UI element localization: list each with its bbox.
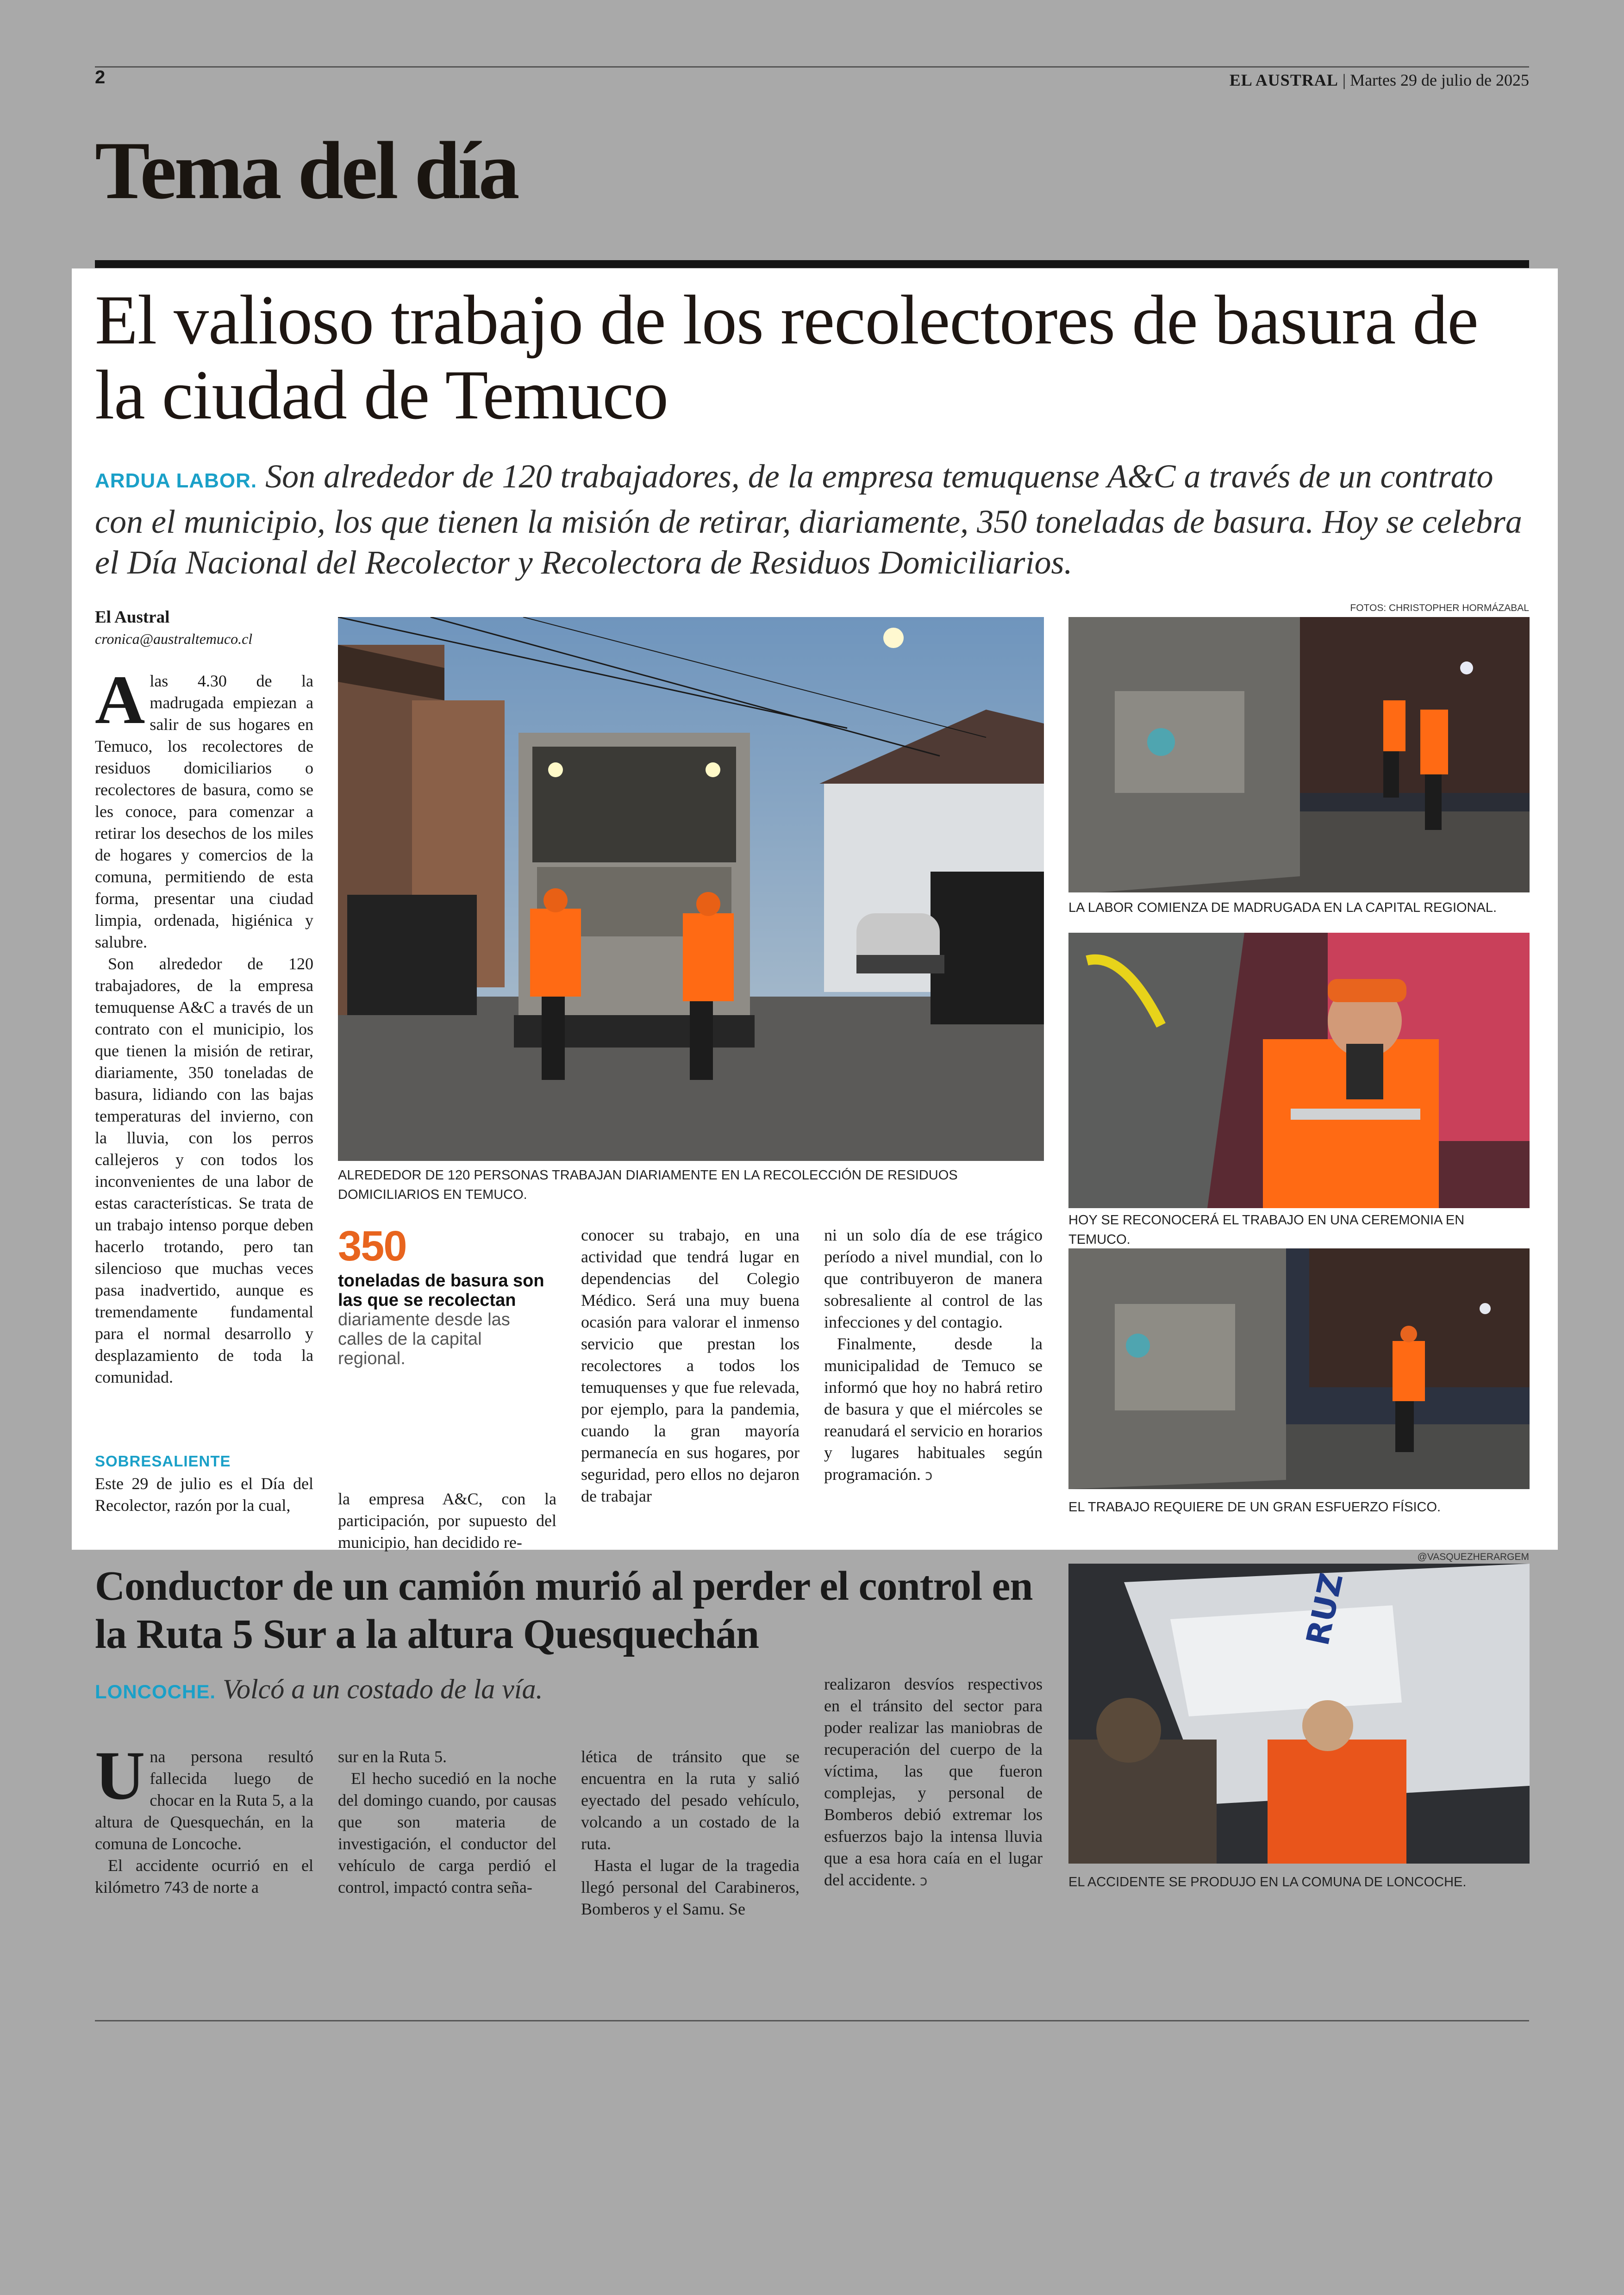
paragraph: Este 29 de julio es el Día del Recolector, razón por la cual,: [95, 1474, 313, 1515]
stat-text: [338, 1271, 546, 1368]
paragraph: El hecho sucedió en la noche del domingo cuando, por causas que son materia de investigación, el conductor del vehículo de carga perdió el control, impactó contra seña-: [338, 1769, 556, 1896]
story2-column-2: [338, 1746, 556, 1898]
paragraph: realizaron desvíos respectivos en el tránsito del sector para poder realizar las maniobras de recuperación del cuerpo de la víctima, las que fueron complejas, y personal de Bomberos debió extremar los esfuerzos bajo la intensa lluvia que a esa hora caía en el lugar del accidente.: [824, 1675, 1043, 1889]
byline-email[interactable]: cronica@australtemuco.cl: [95, 630, 253, 647]
article-column-2: [338, 1488, 556, 1553]
photo-credit: FOTOS: CHRISTOPHER HORMÁZABAL: [1350, 603, 1529, 613]
garbage-truck-illustration: [338, 617, 1044, 1161]
masthead: EL AUSTRAL | Martes 29 de julio de 2025: [1229, 71, 1529, 89]
section-title: Tema del día: [95, 125, 518, 216]
top-rule: [95, 66, 1529, 68]
worker-portrait-illustration: [1068, 933, 1530, 1208]
right-photo-2: [1068, 933, 1530, 1208]
article-column-3: [581, 1224, 800, 1507]
paragraph: conocer su trabajo, en una actividad que tendrá lugar en dependencias del Colegio Médico. Será una muy buena ocasión para valorar el inmenso servicio que prestan los recolectores a todos los temuquenses y que fue relevada, por ejemplo, para la pandemia, cuando la gran mayoría permanecía en sus hogares, por seguridad, pero ellos no dejaron de trabajar: [581, 1226, 800, 1505]
article-column-4: [824, 1224, 1043, 1486]
story2-photo: [1068, 1564, 1530, 1864]
story2-column-1: [95, 1737, 313, 1898]
section-divider: [95, 260, 1529, 268]
story2-column-3: [581, 1746, 800, 1920]
newspaper-name: EL AUSTRAL: [1229, 71, 1338, 89]
right-photo-3-caption: EL TRABAJO REQUIERE DE UN GRAN ESFUERZO FÍSICO.: [1068, 1500, 1441, 1515]
byline: El Austral: [95, 608, 170, 627]
truck-logo-text: RUZ: [1299, 1570, 1351, 1649]
worker-running-illustration: [1068, 1248, 1530, 1489]
page-number: 2: [95, 67, 106, 87]
stat-number: 350: [338, 1222, 406, 1270]
right-photo-1-caption: LA LABOR COMIENZA DE MADRUGADA EN LA CAPITAL REGIONAL.: [1068, 900, 1497, 915]
main-photo-caption: ALREDEDOR DE 120 PERSONAS TRABAJAN DIARIAMENTE EN LA RECOLECCIÓN DE RESIDUOS DOMICILIARIOS EN TEMUCO.: [338, 1168, 958, 1202]
right-photo-3: [1068, 1248, 1530, 1489]
drop-cap: U: [95, 1737, 145, 1814]
story2-column-4: [824, 1673, 1043, 1892]
paragraph: lética de tránsito que se encuentra en la ruta y salió eyectado del pesado vehículo, volcando a un costado de la ruta.: [581, 1747, 800, 1853]
story2-photo-credit: @VASQUEZHERARGEM: [1417, 1552, 1529, 1562]
stat-light: diariamente desde las calles de la capital regional.: [338, 1310, 510, 1368]
paragraph: las 4.30 de la madrugada empiezan a salir de sus hogares en Temuco, los recolectores de residuos domiciliarios o recolectores de basura, como se les conoce, para comenzar a retirar los desechos de los miles de hogares y comercios de la comuna, permitiendo de esta forma, presentar una ciudad limpia, ordenada, higiénica y salubre.: [95, 672, 313, 951]
drop-cap: A: [95, 661, 145, 738]
deck-text: Son alrededor de 120 trabajadores, de la empresa temuquense A&C a través de un contrato con el municipio, los que tienen la misión de retirar, diariamente, 350 toneladas de basura. Hoy se celebra el Día Nacional del Recolector y Recolectora de Residuos Domiciliarios.: [95, 458, 1522, 581]
story2-headline: Conductor de un camión murió al perder el control en la Ruta 5 Sur a la altura Quesquechán: [95, 1563, 1033, 1657]
story2-kicker: LONCOCHE.: [95, 1681, 216, 1703]
right-photo-2-caption: HOY SE RECONOCERÁ EL TRABAJO EN UNA CEREMONIA EN TEMUCO.: [1068, 1213, 1465, 1247]
subhead: SOBRESALIENTE: [95, 1453, 231, 1470]
night-collection-illustration: [1068, 617, 1530, 892]
end-mark-icon: ↄ: [924, 1467, 933, 1484]
article-column-1-continued: [95, 1473, 313, 1516]
paragraph: sur en la Ruta 5.: [338, 1747, 447, 1766]
story2-deck: [95, 1673, 543, 1705]
story-headline: El valioso trabajo de los recolectores de basura de la ciudad de Temuco: [95, 281, 1478, 434]
paragraph: Son alrededor de 120 trabajadores, de la empresa temuquense A&C a través de un contrato con el municipio, los que tienen la misión de retirar, diariamente, 350 toneladas de basura, lidiando con las bajas temperaturas del invierno, con la lluvia, con los perros callejeros y con todos los inconvenientes de una labor de estas características. Se trata de un trabajo intenso porque deben hacerlo trotando, pero tan silencioso que muchas veces pasa inadvertido, aunque es tremendamente fundamental para el normal desarrollo y desplazamiento de toda la comunidad.: [95, 954, 313, 1386]
paragraph: na persona resultó fallecida luego de chocar en la Ruta 5, a la altura de Quesquechán, en la comuna de Loncoche.: [95, 1747, 313, 1853]
paragraph: la empresa A&C, con la participación, por supuesto del municipio, han decidido re-: [338, 1490, 556, 1552]
paragraph: Hasta el lugar de la tragedia llegó personal del Carabineros, Bomberos y el Samu. Se: [581, 1856, 800, 1918]
article-column-1: [95, 661, 313, 1388]
right-photo-1: [1068, 617, 1530, 892]
end-mark-icon: ↄ: [919, 1873, 928, 1889]
overturned-truck-illustration: [1068, 1564, 1530, 1864]
bottom-rule: [95, 2020, 1529, 2021]
main-photo: [338, 617, 1044, 1161]
paragraph: ni un solo día de ese trágico período a nivel mundial, con lo que contribuyeron de manera sobresaliente al control de las infecciones y del contagio.: [824, 1226, 1043, 1331]
story2-deck-text: Volcó a un costado de la vía.: [223, 1674, 543, 1704]
story-deck: [95, 456, 1530, 583]
issue-date: Martes 29 de julio de 2025: [1350, 71, 1529, 89]
story-kicker: ARDUA LABOR.: [95, 469, 257, 492]
paragraph: Finalmente, desde la municipalidad de Temuco se informó que hoy no habrá retiro de basura y que el miércoles se reanudará el servicio en horarios y lugares habituales según programación.: [824, 1335, 1043, 1484]
stat-bold: toneladas de basura son las que se recolectan: [338, 1271, 544, 1310]
story2-photo-caption: EL ACCIDENTE SE PRODUJO EN LA COMUNA DE LONCOCHE.: [1068, 1875, 1467, 1890]
paragraph: El accidente ocurrió en el kilómetro 743 de norte a: [95, 1856, 313, 1896]
